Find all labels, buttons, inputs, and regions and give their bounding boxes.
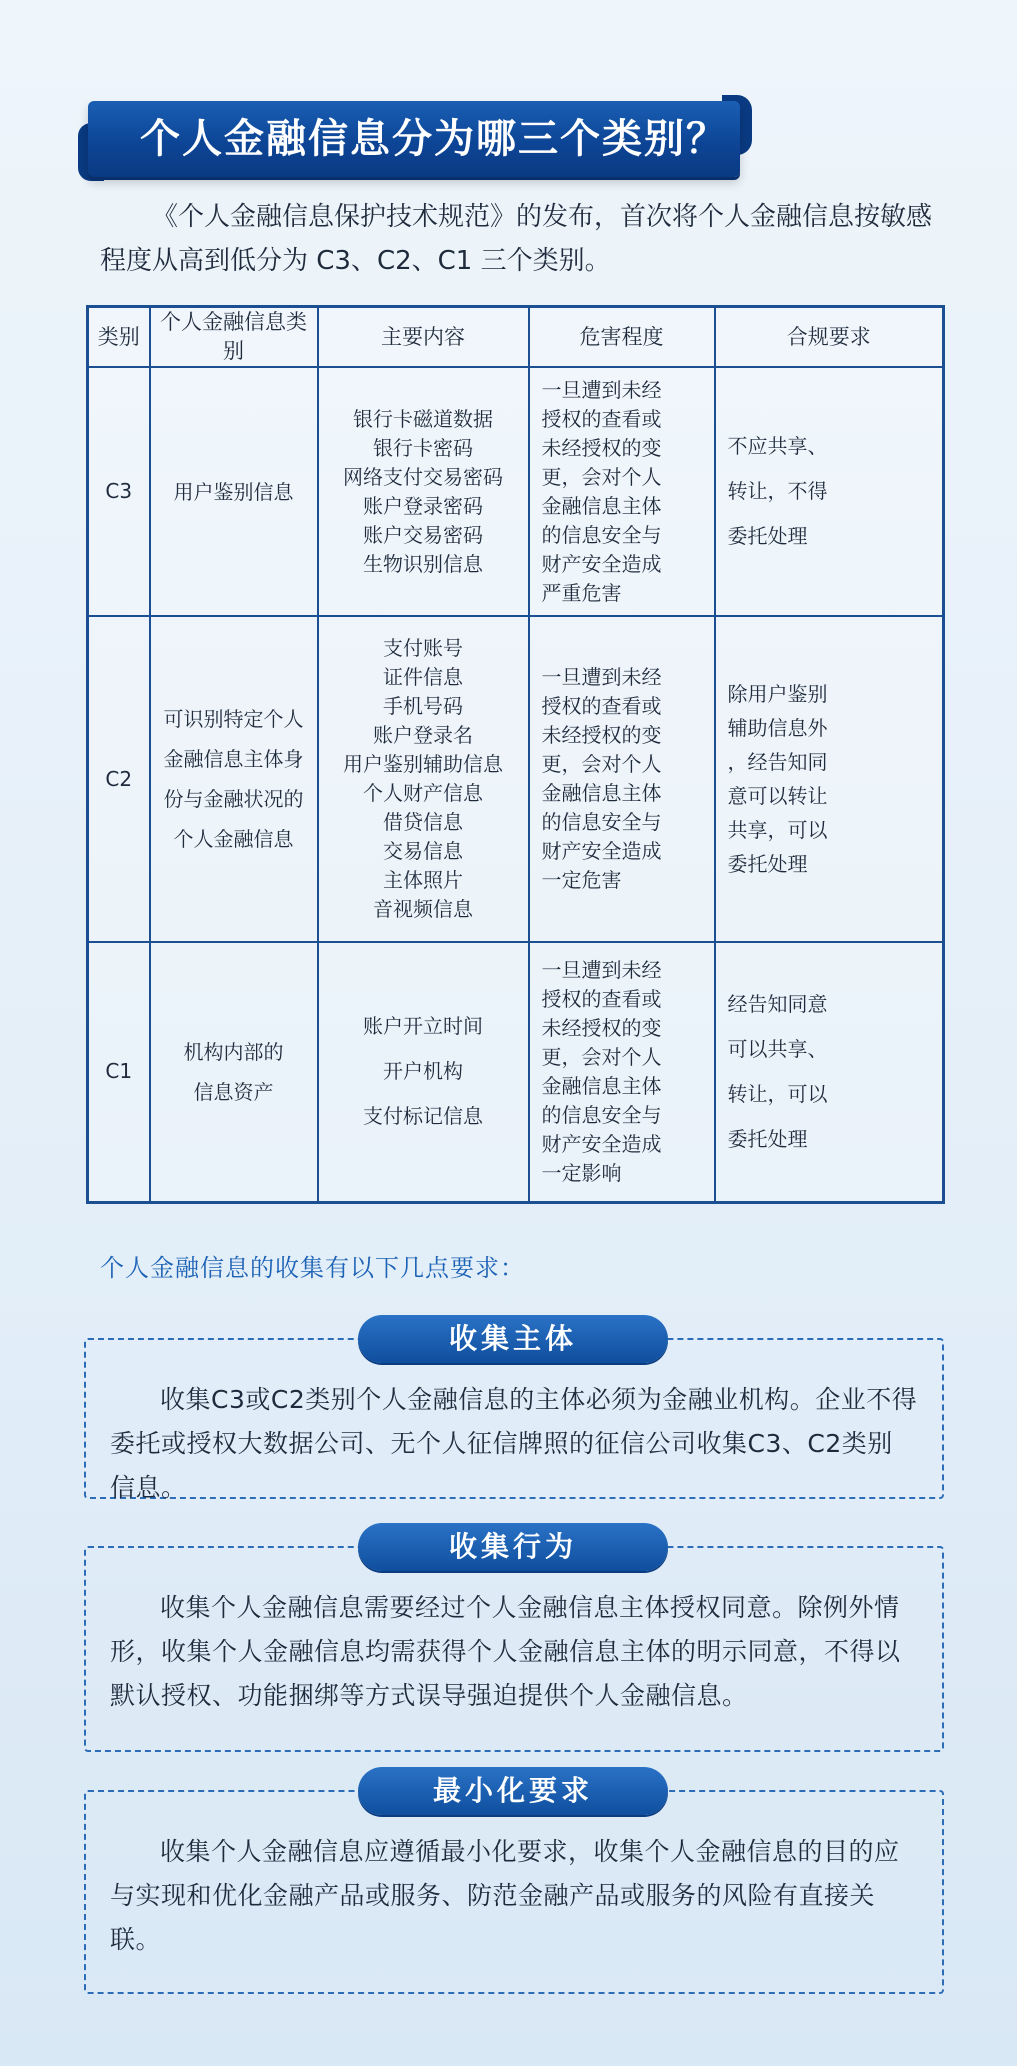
harm-line: 更，会对个人 xyxy=(541,752,662,776)
harm-line: 一旦遭到未经 xyxy=(541,665,662,689)
content-item: 个人财产信息 xyxy=(363,781,483,805)
harm-line: 授权的查看或 xyxy=(541,986,662,1011)
info-type-line: 信息资产 xyxy=(193,1079,274,1104)
harm-line: 金融信息主体 xyxy=(541,493,662,518)
cell-compliance xyxy=(715,616,944,942)
compliance-line: 委托处理 xyxy=(727,524,808,548)
cell-compliance xyxy=(715,367,944,616)
content-item: 用户鉴别辅助信息 xyxy=(343,752,503,776)
content-item: 生物识别信息 xyxy=(363,551,483,576)
info-type-line: 份与金融状况的 xyxy=(163,787,304,811)
cell-info-type xyxy=(150,616,318,942)
content-list xyxy=(323,634,524,924)
requirement-title: 最小化要求 xyxy=(358,1767,668,1815)
content-item: 网络支付交易密码 xyxy=(343,464,503,489)
table-row-c1 xyxy=(88,942,944,1202)
harm-line: 一旦遭到未经 xyxy=(541,957,662,982)
harm-line: 授权的查看或 xyxy=(541,406,662,431)
content-item: 账户登录名 xyxy=(373,723,473,747)
requirement-title: 收集行为 xyxy=(358,1523,668,1571)
harm-line: 授权的查看或 xyxy=(541,694,662,718)
compliance-line: 共享，可以 xyxy=(727,818,828,842)
content-item: 证件信息 xyxy=(383,665,463,689)
table-row-c3 xyxy=(88,367,944,616)
harm-line: 未经授权的变 xyxy=(541,435,662,460)
header-compliance: 合规要求 xyxy=(715,307,944,368)
harm-line: 未经授权的变 xyxy=(541,1015,662,1040)
harm-line: 财产安全造成 xyxy=(541,551,662,576)
compliance-line: 委托处理 xyxy=(727,852,808,876)
requirement-box-minimization xyxy=(84,1774,944,1994)
cell-category: C3 xyxy=(88,367,150,616)
content-item: 支付标记信息 xyxy=(363,1104,483,1129)
intro-paragraph: 《个人金融信息保护技术规范》的发布，首次将个人金融信息按敏感程度从高到低分为 C3、C2、C1 三个类别。 xyxy=(100,202,933,276)
harm-line: 一定危害 xyxy=(541,868,622,892)
cell-category: C1 xyxy=(88,942,150,1202)
requirement-title: 收集主体 xyxy=(358,1315,668,1363)
cell-harm-level xyxy=(529,942,715,1202)
requirement-box-collection-behavior xyxy=(84,1530,944,1752)
compliance-line: 除用户鉴别 xyxy=(727,682,828,706)
requirement-text: 收集个人金融信息应遵循最小化要求，收集个人金融信息的目的应与实现和优化金融产品或服务、防范金融产品或服务的风险有直接关联。 xyxy=(110,1837,900,1954)
cell-harm-level xyxy=(529,616,715,942)
cell-info-type xyxy=(150,367,318,616)
header-main-content: 主要内容 xyxy=(318,307,529,368)
compliance-line: 转让，可以 xyxy=(727,1081,828,1106)
requirement-box-collection-subject xyxy=(84,1322,944,1502)
content-item: 开户机构 xyxy=(383,1059,463,1084)
harm-line: 金融信息主体 xyxy=(541,781,662,805)
requirement-text: 收集个人金融信息需要经过个人金融信息主体授权同意。除例外情形，收集个人金融信息均需获得个人金融信息主体的明示同意，不得以默认授权、功能捆绑等方式误导强迫提供个人金融信息。 xyxy=(110,1593,901,1710)
table-row-c2 xyxy=(88,616,944,942)
compliance-line: 可以共享、 xyxy=(727,1036,828,1061)
compliance-line: 转让，不得 xyxy=(727,479,828,503)
content-item: 银行卡密码 xyxy=(373,435,473,460)
compliance-line: ，经告知同 xyxy=(727,750,828,774)
content-item: 账户交易密码 xyxy=(363,522,483,547)
title-banner xyxy=(88,101,740,177)
cell-compliance xyxy=(715,942,944,1202)
cell-main-content xyxy=(318,942,529,1202)
header-info-type: 个人金融信息类别 xyxy=(150,307,318,368)
cell-main-content xyxy=(318,616,529,942)
info-type-line: 个人金融信息 xyxy=(173,827,294,851)
compliance-line: 经告知同意 xyxy=(727,991,828,1016)
content-item: 支付账号 xyxy=(383,636,463,660)
harm-line: 严重危害 xyxy=(541,580,622,605)
compliance-line: 辅助信息外 xyxy=(727,716,828,740)
harm-line: 财产安全造成 xyxy=(541,839,662,863)
info-type-line: 机构内部的 xyxy=(183,1039,284,1064)
harm-line: 一定影响 xyxy=(541,1160,622,1185)
content-list xyxy=(323,405,524,579)
info-type-line: 可识别特定个人 xyxy=(163,707,304,731)
harm-line: 一旦遭到未经 xyxy=(541,377,662,402)
harm-line: 更，会对个人 xyxy=(541,1044,662,1069)
cell-main-content xyxy=(318,367,529,616)
harm-line: 的信息安全与 xyxy=(541,1102,662,1127)
info-type-line: 金融信息主体身 xyxy=(163,747,304,771)
harm-line: 的信息安全与 xyxy=(541,810,662,834)
header-harm-level: 危害程度 xyxy=(529,307,715,368)
content-item: 音视频信息 xyxy=(373,897,473,921)
content-item: 手机号码 xyxy=(383,694,463,718)
harm-line: 更，会对个人 xyxy=(541,464,662,489)
header-category: 类别 xyxy=(88,307,150,368)
info-type-line: 用户鉴别信息 xyxy=(173,479,294,504)
harm-line: 的信息安全与 xyxy=(541,522,662,547)
page-title: 个人金融信息分为哪三个类别？ xyxy=(140,116,728,162)
content-item: 借贷信息 xyxy=(383,810,463,834)
classification-table xyxy=(86,305,945,1204)
cell-category: C2 xyxy=(88,616,150,942)
harm-line: 金融信息主体 xyxy=(541,1073,662,1098)
content-item: 交易信息 xyxy=(383,839,463,863)
content-item: 账户开立时间 xyxy=(363,1014,483,1039)
compliance-line: 意可以转让 xyxy=(727,784,828,808)
requirements-heading: 个人金融信息的收集有以下几点要求： xyxy=(100,1254,525,1282)
cell-info-type xyxy=(150,942,318,1202)
table-header-row xyxy=(88,307,944,368)
compliance-line: 委托处理 xyxy=(727,1126,808,1151)
requirement-text: 收集C3或C2类别个人金融信息的主体必须为金融业机构。企业不得委托或授权大数据公司、无个人征信牌照的征信公司收集C3、C2类别信息。 xyxy=(110,1385,918,1502)
harm-line: 财产安全造成 xyxy=(541,1131,662,1156)
content-item: 银行卡磁道数据 xyxy=(353,406,493,431)
compliance-line: 不应共享、 xyxy=(727,434,828,458)
cell-harm-level xyxy=(529,367,715,616)
content-list xyxy=(323,1004,524,1139)
content-item: 账户登录密码 xyxy=(363,493,483,518)
content-item: 主体照片 xyxy=(383,868,463,892)
harm-line: 未经授权的变 xyxy=(541,723,662,747)
